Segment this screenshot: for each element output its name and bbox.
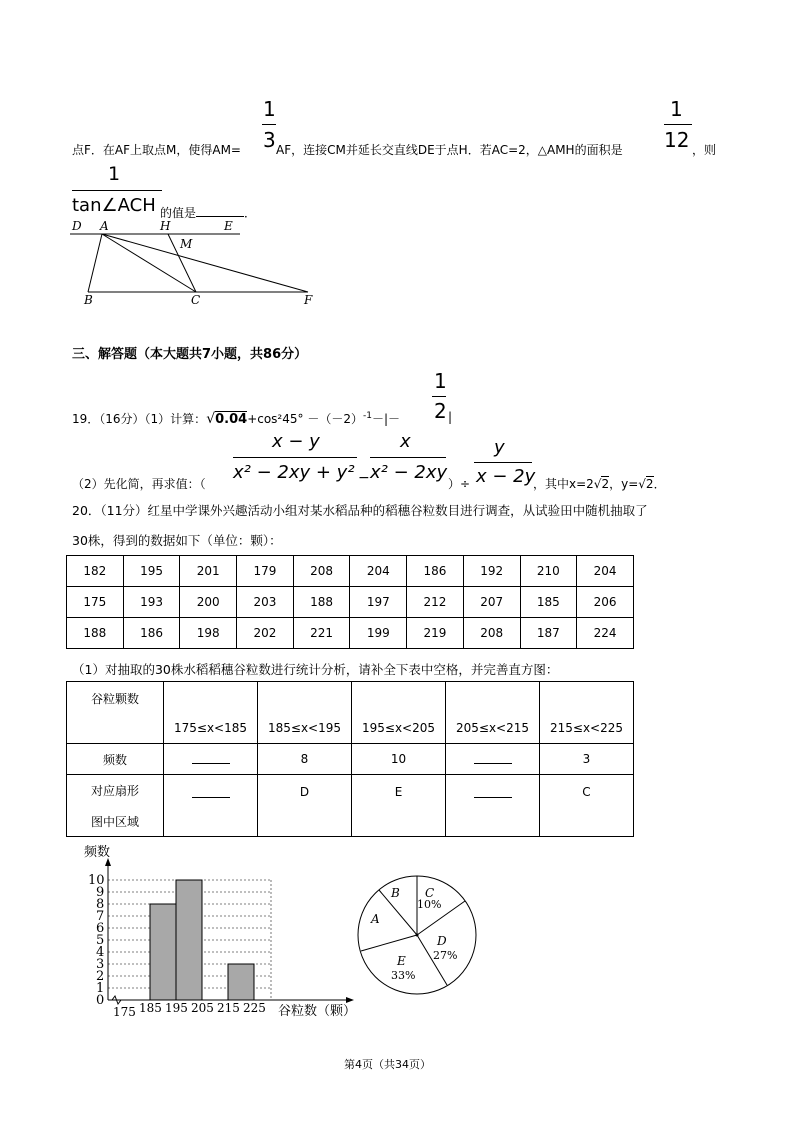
blank-cell[interactable] — [446, 744, 540, 775]
frac-bar — [72, 190, 162, 191]
frac3-numerator: y — [494, 437, 505, 458]
label-F: F — [304, 293, 313, 306]
data-cell: 221 — [293, 618, 350, 649]
q19-part1: 19．（16分）（1）计算：$√0.04+\cos^245^\circ -(-2)^{-1}-|-$ — [72, 411, 400, 427]
answer-blank[interactable] — [474, 751, 512, 764]
x-axis-arrow — [346, 997, 354, 1003]
y-tick-label: 8 — [96, 897, 105, 912]
pie-label-C: C — [425, 886, 435, 900]
y-tick-label: 5 — [96, 933, 105, 948]
close-divide: ）÷ — [448, 477, 471, 491]
pie-label-A: A — [371, 912, 380, 926]
table-row — [67, 618, 634, 649]
data-cell: 193 — [123, 587, 180, 618]
tan-denominator: tan∠ACH — [72, 195, 156, 216]
y-tick-label: 0 — [96, 993, 105, 1008]
section-title: 三、解答题（本大题共7小题，共86分） — [72, 347, 308, 362]
range-cell: 215≤x<225 — [540, 682, 634, 744]
q18-text-a: 点F．在AF上取点M，使得AM= — [72, 143, 241, 157]
frac1-denominator: x² − 2xy + y² — [233, 462, 355, 483]
frac-numerator: 1 — [263, 97, 276, 121]
frac-numerator: 1 — [670, 97, 683, 121]
label-D: D — [72, 219, 82, 233]
label-C: C — [191, 293, 201, 306]
x-tick-label: 175 — [113, 1005, 136, 1019]
data-cell: 208 — [463, 618, 520, 649]
y-axis-label: 频数 — [84, 845, 111, 860]
frac-bar — [233, 457, 357, 458]
data-cell: 186 — [407, 556, 464, 587]
minus-sign: − — [358, 470, 370, 486]
data-cell: 198 — [180, 618, 237, 649]
region-cell: E — [352, 775, 446, 837]
table-row — [67, 587, 634, 618]
answer-blank[interactable] — [192, 785, 230, 798]
q18-tail: 的值是 ． — [160, 206, 257, 220]
y-tick-label: 6 — [96, 921, 105, 936]
label-H: H — [160, 219, 171, 233]
data-cell: 175 — [67, 587, 124, 618]
data-cell: 192 — [463, 556, 520, 587]
data-cell: 182 — [67, 556, 124, 587]
table-row — [67, 556, 634, 587]
frac-bar — [432, 396, 446, 397]
data-cell: 204 — [577, 556, 634, 587]
data-cell: 208 — [293, 556, 350, 587]
y-tick-label: 1 — [96, 981, 105, 996]
range-cell: 175≤x<185 — [164, 682, 258, 744]
data-cell: 188 — [67, 618, 124, 649]
freq-cell: 8 — [258, 744, 352, 775]
data-cell: 204 — [350, 556, 407, 587]
y-tick-label: 4 — [96, 945, 105, 960]
row-label: 频数 — [67, 744, 164, 775]
x-tick-label: 215 — [217, 1001, 240, 1015]
histogram-bar — [150, 904, 176, 1000]
frac-denominator: 12 — [664, 128, 690, 152]
histogram — [70, 842, 370, 1022]
y-tick-label: 2 — [96, 969, 105, 984]
freq-cell: 3 — [540, 744, 634, 775]
data-cell: 186 — [123, 618, 180, 649]
q20-line1: 20．（11分）红星中学课外兴趣活动小组对某水稻品种的稻穗谷粒数目进行调查，从试验田中随机抽取了 — [72, 503, 648, 518]
row-label: 对应扇形 图中区域 — [67, 775, 164, 837]
pie-pct-D: 27% — [433, 949, 458, 962]
pie-pct-E: 33% — [391, 969, 416, 982]
region-cell: D — [258, 775, 352, 837]
pie-label-B: B — [391, 886, 400, 900]
abs-bar: | — [448, 410, 453, 424]
pie-label-D: D — [437, 934, 447, 948]
data-cell: 187 — [520, 618, 577, 649]
q18-text-b: AF，连接CM并延长交直线DE于点H．若AC=2，△AMH的面积是 — [276, 143, 623, 157]
answer-blank[interactable] — [192, 751, 230, 764]
tan-numerator: 1 — [108, 163, 121, 185]
x-tick-label: 195 — [165, 1001, 188, 1015]
histogram-bar — [228, 964, 254, 1000]
q20-line2: 30株，得到的数据如下（单位：颗）： — [72, 533, 282, 548]
pie-pct-C: 10% — [417, 898, 442, 911]
data-cell: 195 — [123, 556, 180, 587]
y-tick-label: 7 — [96, 909, 105, 924]
data-cell: 188 — [293, 587, 350, 618]
data-cell: 179 — [237, 556, 294, 587]
half-numerator: 1 — [434, 369, 447, 393]
data-cell: 185 — [520, 587, 577, 618]
data-cell: 206 — [577, 587, 634, 618]
pie-label-E: E — [397, 954, 406, 968]
geometry-figure — [68, 216, 328, 306]
frac-bar — [664, 124, 692, 125]
data-cell: 219 — [407, 618, 464, 649]
frac1-numerator: x − y — [272, 431, 320, 452]
frac2-denominator: x² − 2xy — [370, 462, 448, 483]
histogram-bar — [176, 880, 202, 1000]
freq-cell: 10 — [352, 744, 446, 775]
page-footer: 第4页（共34页） — [344, 1058, 431, 1071]
blank-cell[interactable] — [164, 775, 258, 837]
x-tick-label: 205 — [191, 1001, 214, 1015]
data-cell: 224 — [577, 618, 634, 649]
x-axis-label: 谷粒数（颗） — [278, 1004, 357, 1019]
y-tick-label: 9 — [96, 885, 105, 900]
range-cell: 195≤x<205 — [352, 682, 446, 744]
data-cell: 199 — [350, 618, 407, 649]
data-cell: 207 — [463, 587, 520, 618]
y-tick-label: 3 — [96, 957, 105, 972]
blank-cell[interactable] — [164, 744, 258, 775]
range-cell: 185≤x<195 — [258, 682, 352, 744]
frac-denominator: 3 — [263, 128, 276, 152]
x-tick-label: 185 — [139, 1001, 162, 1015]
frac-bar — [370, 457, 446, 458]
data-cell: 202 — [237, 618, 294, 649]
frac-bar — [474, 462, 532, 463]
label-M: M — [180, 237, 193, 251]
label-A: A — [100, 219, 109, 233]
frac-bar — [262, 124, 276, 125]
data-cell: 212 — [407, 587, 464, 618]
frequency-table — [66, 681, 634, 837]
data-cell: 210 — [520, 556, 577, 587]
y-tick-label: 10 — [88, 873, 105, 888]
answer-blank[interactable] — [474, 785, 512, 798]
range-cell: 205≤x<215 — [446, 682, 540, 744]
q20-sub1: （1）对抽取的30株水稻稻穗谷粒数进行统计分析，请补全下表中空格，并完善直方图： — [72, 662, 559, 677]
data-cell: 201 — [180, 556, 237, 587]
label-B: B — [84, 293, 93, 306]
data-cell: 203 — [237, 587, 294, 618]
pie-chart — [355, 875, 481, 999]
x-tick-label: 225 — [243, 1001, 266, 1015]
q19-condition: ，其中x=2√2，y=√2． — [533, 477, 666, 491]
q18-text-c: ，则 — [692, 143, 717, 157]
data-cell: 197 — [350, 587, 407, 618]
region-cell: C — [540, 775, 634, 837]
raw-data-table — [66, 555, 634, 649]
data-cell: 200 — [180, 587, 237, 618]
header-cell: 谷粒颗数 — [67, 682, 164, 744]
label-E: E — [224, 219, 233, 233]
blank-cell[interactable] — [446, 775, 540, 837]
frac2-numerator: x — [400, 431, 411, 452]
q19-part2-prefix: （2）先化简，再求值：（ — [72, 477, 206, 491]
frac3-denominator: x − 2y — [476, 466, 536, 487]
half-denominator: 2 — [434, 399, 447, 423]
